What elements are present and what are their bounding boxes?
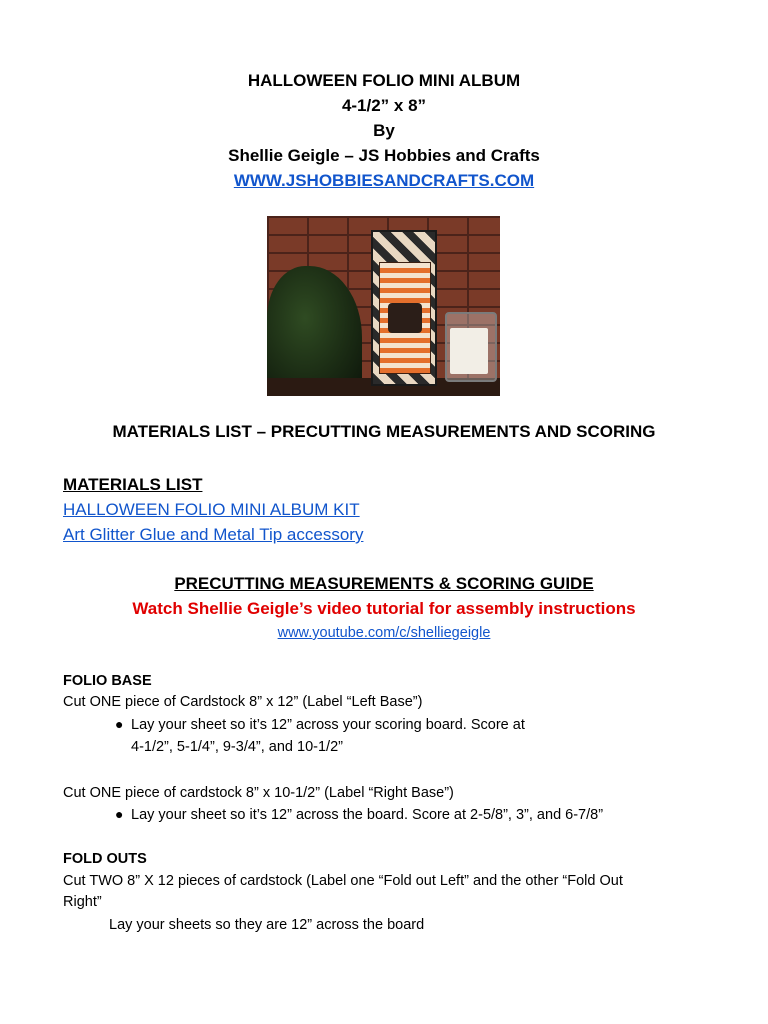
bullet-icon: ● bbox=[115, 806, 124, 822]
album-pocket bbox=[379, 262, 431, 374]
doc-title: HALLOWEEN FOLIO MINI ALBUM bbox=[247, 71, 521, 90]
materials-glue-link[interactable]: Art Glitter Glue and Metal Tip accessory bbox=[63, 525, 364, 544]
folio-right-text: Cut ONE piece of cardstock 8” x 10-1/2” (Label “Right Base”) bbox=[63, 785, 454, 801]
candle bbox=[450, 328, 488, 374]
folio-left-bullet-1: Lay your sheet so it’s 12” across your scoring board. Score at bbox=[131, 717, 525, 733]
fold-outs-line-3: Lay your sheets so they are 12” across the board bbox=[109, 917, 425, 933]
mini-album bbox=[371, 230, 437, 386]
folio-left-bullet-2: 4-1/2”, 5-1/4”, 9-3/4”, and 10-1/2” bbox=[131, 739, 343, 755]
main-heading: MATERIALS LIST – PRECUTTING MEASUREMENTS AND SCORING bbox=[112, 422, 656, 441]
fold-outs-heading: FOLD OUTS bbox=[63, 851, 147, 867]
video-note: Watch Shellie Geigle’s video tutorial for assembly instructions bbox=[132, 599, 636, 618]
by-line: By bbox=[373, 121, 395, 140]
guide-heading: PRECUTTING MEASUREMENTS & SCORING GUIDE bbox=[174, 574, 594, 593]
folio-right-bullet: Lay your sheet so it’s 12” across the board. Score at 2-5/8”, 3”, and 6-7/8” bbox=[131, 807, 604, 823]
album-tag bbox=[388, 303, 422, 333]
fold-outs-line-2: Right” bbox=[63, 894, 102, 910]
website-link[interactable]: WWW.JSHOBBIESANDCRAFTS.COM bbox=[233, 171, 535, 190]
folio-base-heading: FOLIO BASE bbox=[63, 673, 152, 689]
materials-heading: MATERIALS LIST bbox=[63, 475, 203, 494]
title-block bbox=[0, 68, 768, 193]
folio-left-text: Cut ONE piece of Cardstock 8” x 12” (Label “Left Base”) bbox=[63, 694, 423, 710]
album-photo bbox=[267, 216, 500, 396]
youtube-link[interactable]: www.youtube.com/c/shelliegeigle bbox=[277, 625, 491, 641]
materials-kit-link[interactable]: HALLOWEEN FOLIO MINI ALBUM KIT bbox=[63, 500, 360, 519]
bullet-icon: ● bbox=[115, 716, 124, 732]
author-line: Shellie Geigle – JS Hobbies and Crafts bbox=[228, 146, 540, 165]
fold-outs-line-1: Cut TWO 8” X 12 pieces of cardstock (Label one “Fold out Left” and the other “Fold Out bbox=[63, 873, 623, 889]
album-size: 4-1/2” x 8” bbox=[341, 96, 427, 115]
